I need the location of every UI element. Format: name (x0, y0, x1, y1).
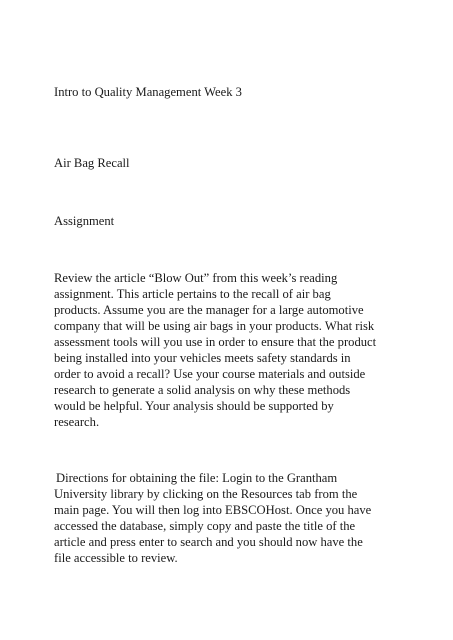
paragraph-line: order to avoid a recall? Use your course materials and outside (54, 367, 366, 381)
paragraph-line: file accessible to review. (54, 551, 178, 565)
course-title: Intro to Quality Management Week 3 (54, 85, 242, 99)
paragraph-line: being installed into your vehicles meets safety standards in (54, 351, 351, 365)
paragraph-line: University library by clicking on the Resources tab from the (54, 487, 358, 501)
paragraph-line: accessed the database, simply copy and paste the title of the (54, 519, 356, 533)
paragraph-line: research. (54, 415, 100, 429)
paragraph-line: would be helpful. Your analysis should be supported by (54, 399, 334, 413)
paragraph-line: research to generate a solid analysis on why these methods (54, 383, 351, 397)
paragraph-line: assessment tools will you use in order to ensure that the product (54, 335, 377, 349)
paragraph-line: Review the article “Blow Out” from this week’s reading (54, 271, 338, 285)
paragraph-line: article and press enter to search and you should now have the (54, 535, 363, 549)
paragraph-line: assignment. This article pertains to the recall of air bag (54, 287, 331, 301)
paragraph-line: Directions for obtaining the file: Login to the Grantham (56, 471, 338, 485)
paragraph-line: company that will be using air bags in your products. What risk (54, 319, 375, 333)
section-label: Assignment (54, 214, 115, 228)
paragraph-line: main page. You will then log into EBSCOHost. Once you have (54, 503, 372, 517)
paragraph-line: products. Assume you are the manager for a large automotive (54, 303, 364, 317)
topic-heading: Air Bag Recall (54, 156, 130, 170)
